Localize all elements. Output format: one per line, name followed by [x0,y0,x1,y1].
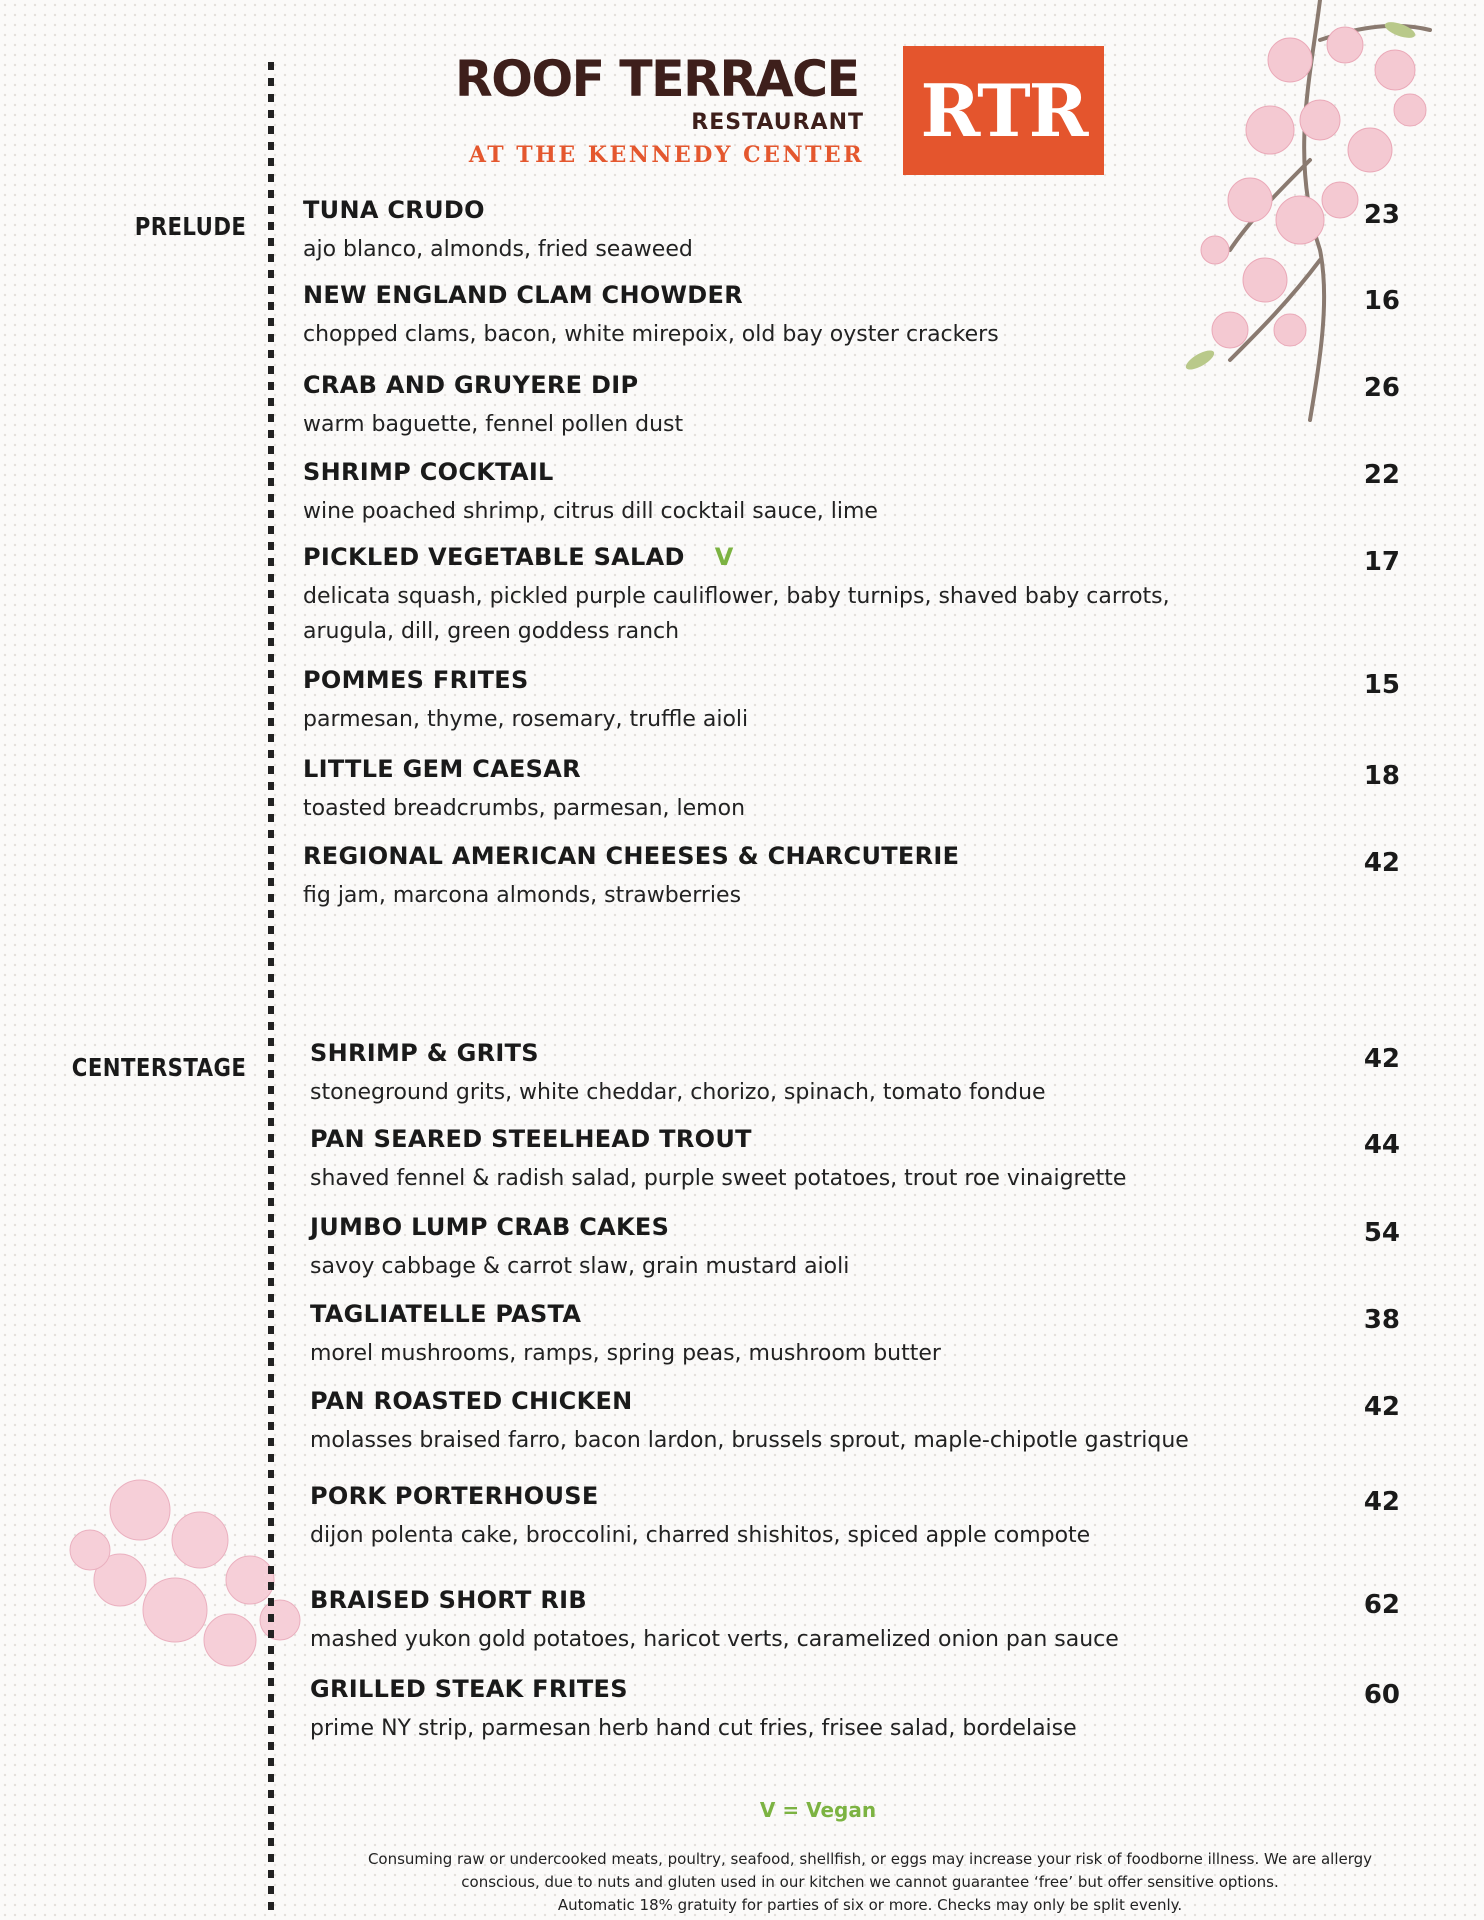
menu-item-shrimp-cocktail [303,458,878,529]
item-price: 26 [1363,373,1400,403]
item-price: 62 [1363,1590,1400,1620]
section-label-prelude: PRELUDE [134,212,246,241]
rtr-logo-text: RTR [920,68,1087,153]
item-price: 18 [1363,761,1400,791]
item-name: PAN ROASTED CHICKEN [310,1387,633,1415]
menu-item-pommes-frites [303,666,748,737]
item-name: CRAB AND GRUYERE DIP [303,371,639,399]
item-name [303,543,1170,571]
item-name: PORK PORTERHOUSE [310,1482,599,1510]
item-desc-line: arugula, dill, green goddess ranch [303,619,680,644]
item-desc-line: delicata squash, pickled purple cauliflower, baby turnips, shaved baby carrots, [303,584,1170,609]
item-desc: molasses braised farro, bacon lardon, brussels sprout, maple-chipotle gastrique [310,1428,1189,1453]
item-name: JUMBO LUMP CRAB CAKES [310,1213,670,1241]
restaurant-location: AT THE KENNEDY CENTER [468,142,864,168]
item-desc: dijon polenta cake, broccolini, charred shishitos, spiced apple compote [310,1523,1091,1548]
item-name: GRILLED STEAK FRITES [310,1675,628,1703]
item-desc: savoy cabbage & carrot slaw, grain mustard aioli [310,1254,850,1279]
item-price: 22 [1363,460,1400,490]
item-name: BRAISED SHORT RIB [310,1586,587,1614]
item-price: 42 [1363,1392,1400,1422]
menu-item-crab-cakes [310,1213,849,1284]
menu-item-crab-dip [303,371,683,442]
item-price: 42 [1363,1487,1400,1517]
item-price: 60 [1363,1680,1400,1710]
menu-item-clam-chowder [303,281,999,352]
menu-item-steak-frites [310,1675,1077,1746]
item-desc: wine poached shrimp, citrus dill cocktail sauce, lime [303,499,878,524]
item-desc: prime NY strip, parmesan herb hand cut fries, frisee salad, bordelaise [310,1716,1077,1741]
menu-item-shrimp-grits [310,1039,1046,1110]
item-price: 16 [1363,286,1400,316]
rtr-logo [903,46,1104,175]
cherry-blossom-branch-icon [1170,0,1470,440]
item-name: REGIONAL AMERICAN CHEESES & CHARCUTERIE [303,842,960,870]
item-price: 42 [1363,1044,1400,1074]
item-name: NEW ENGLAND CLAM CHOWDER [303,281,744,309]
item-name: PAN SEARED STEELHEAD TROUT [310,1125,752,1153]
item-price: 44 [1363,1130,1400,1160]
item-desc [303,579,1170,649]
vegan-tag: V [714,543,734,571]
section-divider [268,62,274,1912]
menu-item-little-gem-caesar [303,755,745,826]
item-name: SHRIMP COCKTAIL [303,458,554,486]
menu-item-cheeses-charcuterie [303,842,959,913]
item-price: 38 [1363,1305,1400,1335]
item-name: SHRIMP & GRITS [310,1039,539,1067]
menu-item-pork-porterhouse [310,1482,1090,1553]
item-desc: warm baguette, fennel pollen dust [303,412,684,437]
footer-line: conscious, due to nuts and gluten used in our kitchen we cannot guarantee ‘free’ but offer sensitive options. [461,1873,1279,1891]
item-desc: parmesan, thyme, rosemary, truffle aioli [303,707,749,732]
item-desc: stoneground grits, white cheddar, chorizo, spinach, tomato fondue [310,1080,1046,1105]
item-name: LITTLE GEM CAESAR [303,755,581,783]
item-desc: shaved fennel & radish salad, purple sweet potatoes, trout roe vinaigrette [310,1166,1127,1191]
footer-disclaimer [320,1848,1420,1917]
footer-line: Automatic 18% gratuity for parties of six or more. Checks may only be split evenly. [557,1896,1183,1914]
item-price: 23 [1363,200,1400,230]
item-price: 42 [1363,848,1400,878]
footer-line: Consuming raw or undercooked meats, poultry, seafood, shellfish, or eggs may increase your risk of foodborne illness. We are allergy [367,1850,1373,1868]
item-price: 54 [1363,1218,1400,1248]
menu-item-pickled-salad [303,543,1170,649]
item-name-text: PICKLED VEGETABLE SALAD [303,543,685,571]
item-desc: toasted breadcrumbs, parmesan, lemon [303,796,746,821]
item-desc: chopped clams, bacon, white mirepoix, old bay oyster crackers [303,322,999,347]
menu-item-tagliatelle [310,1300,941,1371]
item-price: 15 [1363,670,1400,700]
item-desc: mashed yukon gold potatoes, haricot verts, caramelized onion pan sauce [310,1627,1119,1652]
item-desc: morel mushrooms, ramps, spring peas, mushroom butter [310,1341,941,1366]
item-desc: ajo blanco, almonds, fried seaweed [303,237,693,262]
menu-item-tuna-crudo [303,196,693,267]
item-price: 17 [1363,547,1400,577]
vegan-legend: V = Vegan [759,1798,877,1822]
restaurant-title: ROOF TERRACE [455,50,859,108]
item-name: TUNA CRUDO [303,196,485,224]
menu-item-short-rib [310,1586,1119,1657]
menu-item-pan-roasted-chicken [310,1387,1189,1458]
item-name: TAGLIATELLE PASTA [310,1300,582,1328]
section-label-centerstage: CENTERSTAGE [71,1053,246,1082]
item-name: POMMES FRITES [303,666,529,694]
restaurant-subtitle: RESTAURANT [691,110,864,135]
menu-item-steelhead-trout [310,1125,1126,1196]
item-desc: fig jam, marcona almonds, strawberries [303,883,742,908]
